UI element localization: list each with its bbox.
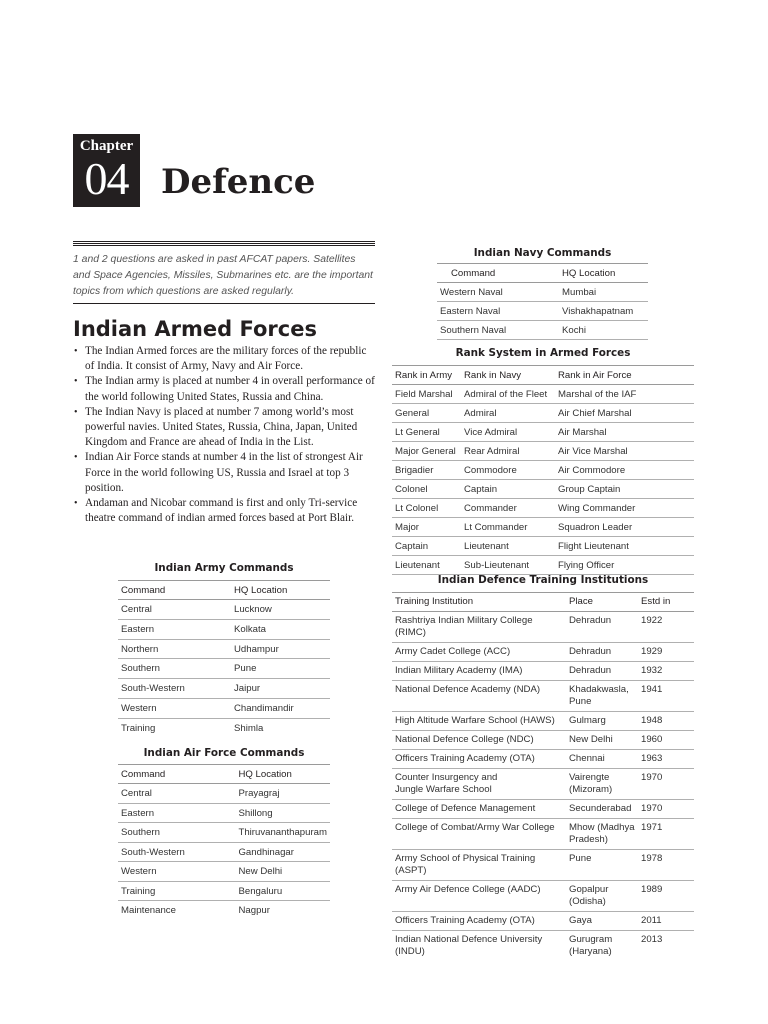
bullet-text: Andaman and Nicobar command is first and only Tri-service theatre command of indian armed forces based at Port Blair.	[85, 497, 358, 525]
bullet-icon: •	[74, 406, 78, 418]
table-row	[118, 862, 330, 882]
bullet-icon: •	[74, 376, 78, 388]
cell: Admiral of the Fleet	[461, 385, 555, 404]
table-row	[392, 931, 694, 962]
cell: Training	[118, 881, 235, 901]
cell: 1970	[638, 800, 694, 819]
table-row	[392, 480, 694, 499]
cell: Udhampur	[231, 639, 330, 659]
cell: Field Marshal	[392, 385, 461, 404]
cell: Officers Training Academy (OTA)	[392, 912, 566, 931]
cell: Western	[118, 862, 235, 882]
table-row	[392, 461, 694, 480]
section-heading: Indian Armed Forces	[73, 317, 317, 341]
cell: Army Cadet College (ACC)	[392, 643, 566, 662]
cell: Pune	[566, 850, 638, 881]
bullet-item	[73, 496, 378, 526]
table-header-row	[392, 593, 694, 612]
chapter-label: Chapter	[79, 138, 134, 154]
table-row	[118, 619, 330, 639]
table-row	[392, 731, 694, 750]
cell: South-Western	[118, 679, 231, 699]
cell: Gulmarg	[566, 712, 638, 731]
cell: Wing Commander	[555, 499, 694, 518]
cell: Gurugram (Haryana)	[569, 934, 613, 957]
intro-bottom-rule	[73, 303, 375, 304]
cell: New Delhi	[235, 862, 330, 882]
airforce-commands-table	[118, 764, 330, 920]
bullet-icon: •	[74, 452, 78, 464]
cell: Group Captain	[555, 480, 694, 499]
cell: 1929	[638, 643, 694, 662]
cell: 1932	[638, 662, 694, 681]
cell: Chandimandir	[231, 698, 330, 718]
cell: Brigadier	[392, 461, 461, 480]
column-header: Command	[118, 581, 231, 600]
bullet-text: Indian Air Force stands at number 4 in the list of strongest Air Force in the world following US, Russia and Israel at top 3 position.	[85, 451, 363, 494]
cell: Maintenance	[121, 905, 176, 916]
table-row	[392, 681, 694, 712]
table-row	[118, 679, 330, 699]
table-header-row	[118, 581, 330, 600]
bullet-item	[73, 374, 378, 404]
table-row	[118, 698, 330, 718]
cell: New Delhi	[566, 731, 638, 750]
cell: Gandhinagar	[235, 842, 330, 862]
column-header: HQ Location	[231, 581, 330, 600]
cell: Lieutenant	[392, 556, 461, 575]
cell: Central	[118, 600, 231, 620]
cell: South-Western	[118, 842, 235, 862]
cell: Gopalpur (Odisha)	[566, 881, 638, 912]
bullet-item	[73, 450, 378, 496]
cell: Vairengte (Mizoram)	[566, 769, 638, 800]
column-header: Rank in Air Force	[555, 366, 694, 385]
column-header: HQ Location	[559, 264, 648, 283]
table-row	[118, 842, 330, 862]
cell: Lucknow	[231, 600, 330, 620]
cell: Dehradun	[566, 643, 638, 662]
cell: Pune	[231, 659, 330, 679]
table-row	[392, 769, 694, 800]
table-row	[437, 283, 648, 302]
table-row	[392, 442, 694, 461]
column-header: Estd in	[638, 593, 694, 612]
cell: Southern	[118, 823, 235, 843]
intro-top-rule	[73, 241, 375, 246]
cell: Nagpur	[238, 905, 270, 916]
cell: Shillong	[235, 803, 330, 823]
cell: National Defence College (NDC)	[392, 731, 566, 750]
cell: 1960	[638, 731, 694, 750]
cell: 2011	[638, 912, 694, 931]
cell: Flight Lieutenant	[555, 537, 694, 556]
cell: 1922	[638, 612, 694, 643]
cell: Eastern Naval	[437, 302, 559, 321]
table-header-row	[392, 366, 694, 385]
column-header: Command	[118, 765, 235, 784]
table-row	[392, 850, 694, 881]
cell: Eastern	[118, 803, 235, 823]
cell: Lt Commander	[461, 518, 555, 537]
cell: Eastern	[118, 619, 231, 639]
cell: Lieutenant	[461, 537, 555, 556]
cell: Lt General	[392, 423, 461, 442]
cell: College of Defence Management	[392, 800, 566, 819]
table-header-row	[118, 765, 330, 784]
cell: Shimla	[234, 722, 264, 734]
table-row	[392, 912, 694, 931]
cell: Air Commodore	[555, 461, 694, 480]
table-row	[392, 556, 694, 575]
bullet-icon: •	[74, 346, 78, 357]
cell: Counter Insurgency and Jungle Warfare School	[392, 769, 566, 800]
table-row	[118, 600, 330, 620]
cell: Indian National Defence University (INDU)	[395, 934, 543, 957]
cell: Dehradun	[566, 662, 638, 681]
cell: Squadron Leader	[555, 518, 694, 537]
column-header: Training Institution	[392, 593, 566, 612]
table-row	[118, 823, 330, 843]
bullet-text: The Indian army is placed at number 4 in overall performance of the world following United States, Russia and China.	[85, 375, 375, 403]
cell: 1948	[638, 712, 694, 731]
table-row	[118, 901, 330, 921]
bullet-item	[73, 344, 378, 374]
cell: Vice Admiral	[461, 423, 555, 442]
cell: General	[392, 404, 461, 423]
cell: Air Chief Marshal	[555, 404, 694, 423]
cell: Air Vice Marshal	[555, 442, 694, 461]
cell: Army School of Physical Training (ASPT)	[392, 850, 566, 881]
bullet-icon: •	[74, 498, 78, 510]
cell: Prayagraj	[235, 784, 330, 804]
table-row	[392, 385, 694, 404]
cell: Khadakwasla, Pune	[566, 681, 638, 712]
table-row	[392, 881, 694, 912]
table-row	[437, 321, 648, 340]
cell: Admiral	[461, 404, 555, 423]
airforce-commands-title: Indian Air Force Commands	[143, 747, 305, 759]
table-row	[392, 423, 694, 442]
table-row	[392, 819, 694, 850]
table-row	[392, 518, 694, 537]
column-header: Rank in Navy	[461, 366, 555, 385]
cell: 1989	[638, 881, 694, 912]
cell: Chennai	[566, 750, 638, 769]
chapter-title: Defence	[161, 162, 316, 202]
cell: Sub-Lieutenant	[461, 556, 555, 575]
cell: 1941	[638, 681, 694, 712]
cell: Rashtriya Indian Military College (RIMC)	[392, 612, 566, 643]
cell: National Defence Academy (NDA)	[392, 681, 566, 712]
cell: Marshal of the IAF	[555, 385, 694, 404]
cell: Commodore	[461, 461, 555, 480]
table-row	[118, 639, 330, 659]
bullet-text: The Indian Armed forces are the military forces of the republic of India. It consist of Army, Navy and Air Force.	[85, 345, 367, 373]
intro-paragraph: 1 and 2 questions are asked in past AFCAT papers. Satellites and Space Agencies, Missiles, Submarines etc. are the important topics from which questions are asked regularly.	[73, 254, 373, 297]
table-row	[392, 712, 694, 731]
cell: Lt Colonel	[392, 499, 461, 518]
bullet-item	[73, 405, 378, 451]
table-row	[118, 881, 330, 901]
table-row	[437, 302, 648, 321]
bullet-text: The Indian Navy is placed at number 7 among world’s most powerful navies. United States, Russia, China, Japan, United Kingdom and France are ahead of India in the List.	[85, 405, 358, 449]
cell: Gaya	[566, 912, 638, 931]
table-row	[392, 643, 694, 662]
rank-system-table	[392, 365, 694, 575]
column-header: Place	[566, 593, 638, 612]
cell: Dehradun	[566, 612, 638, 643]
cell: Kochi	[559, 321, 648, 340]
table-row	[392, 800, 694, 819]
navy-commands-title: Indian Navy Commands	[473, 247, 612, 259]
army-commands-table	[118, 580, 330, 738]
cell: Flying Officer	[555, 556, 694, 575]
column-header: HQ Location	[235, 765, 330, 784]
cell: Colonel	[392, 480, 461, 499]
cell: Vishakhapatnam	[559, 302, 648, 321]
cell: 1963	[638, 750, 694, 769]
cell: High Altitude Warfare School (HAWS)	[392, 712, 566, 731]
cell: Air Marshal	[555, 423, 694, 442]
table-row	[118, 784, 330, 804]
chapter-number: 04	[84, 153, 129, 204]
army-commands-title: Indian Army Commands	[154, 562, 294, 574]
training-institutions-title: Indian Defence Training Institutions	[437, 574, 649, 586]
cell: 2013	[641, 934, 663, 945]
table-row	[392, 662, 694, 681]
table-row	[392, 537, 694, 556]
cell: Bengaluru	[235, 881, 330, 901]
cell: Southern Naval	[437, 321, 559, 340]
cell: Kolkata	[231, 619, 330, 639]
cell: Officers Training Academy (OTA)	[392, 750, 566, 769]
cell: Southern	[118, 659, 231, 679]
cell: Western Naval	[437, 283, 559, 302]
chapter-badge	[73, 134, 140, 207]
cell: Army Air Defence College (AADC)	[392, 881, 566, 912]
cell: Jaipur	[231, 679, 330, 699]
cell: Mhow (Madhya Pradesh)	[566, 819, 638, 850]
cell: 1978	[638, 850, 694, 881]
table-row	[118, 718, 330, 738]
cell: Central	[118, 784, 235, 804]
cell: Major	[392, 518, 461, 537]
cell: Indian Military Academy (IMA)	[392, 662, 566, 681]
cell: Captain	[392, 537, 461, 556]
cell: Secunderabad	[566, 800, 638, 819]
table-row	[118, 803, 330, 823]
cell: Captain	[461, 480, 555, 499]
column-header: Rank in Army	[392, 366, 461, 385]
cell: Western	[118, 698, 231, 718]
navy-commands-table	[437, 263, 648, 340]
rank-system-title: Rank System in Armed Forces	[455, 347, 631, 359]
bullet-list	[73, 344, 378, 526]
table-row	[392, 404, 694, 423]
column-header: Command	[437, 264, 559, 283]
cell: 1970	[638, 769, 694, 800]
cell: Major General	[392, 442, 461, 461]
table-header-row	[437, 264, 648, 283]
training-institutions-table	[392, 592, 694, 961]
cell: Commander	[461, 499, 555, 518]
cell: Northern	[118, 639, 231, 659]
table-row	[118, 659, 330, 679]
table-row	[392, 499, 694, 518]
table-row	[392, 750, 694, 769]
cell: Thiruvananthapuram	[235, 823, 330, 843]
cell: College of Combat/Army War College	[392, 819, 566, 850]
table-row	[392, 612, 694, 643]
cell: Training	[121, 722, 156, 734]
cell: Rear Admiral	[461, 442, 555, 461]
cell: Mumbai	[559, 283, 648, 302]
cell: 1971	[638, 819, 694, 850]
